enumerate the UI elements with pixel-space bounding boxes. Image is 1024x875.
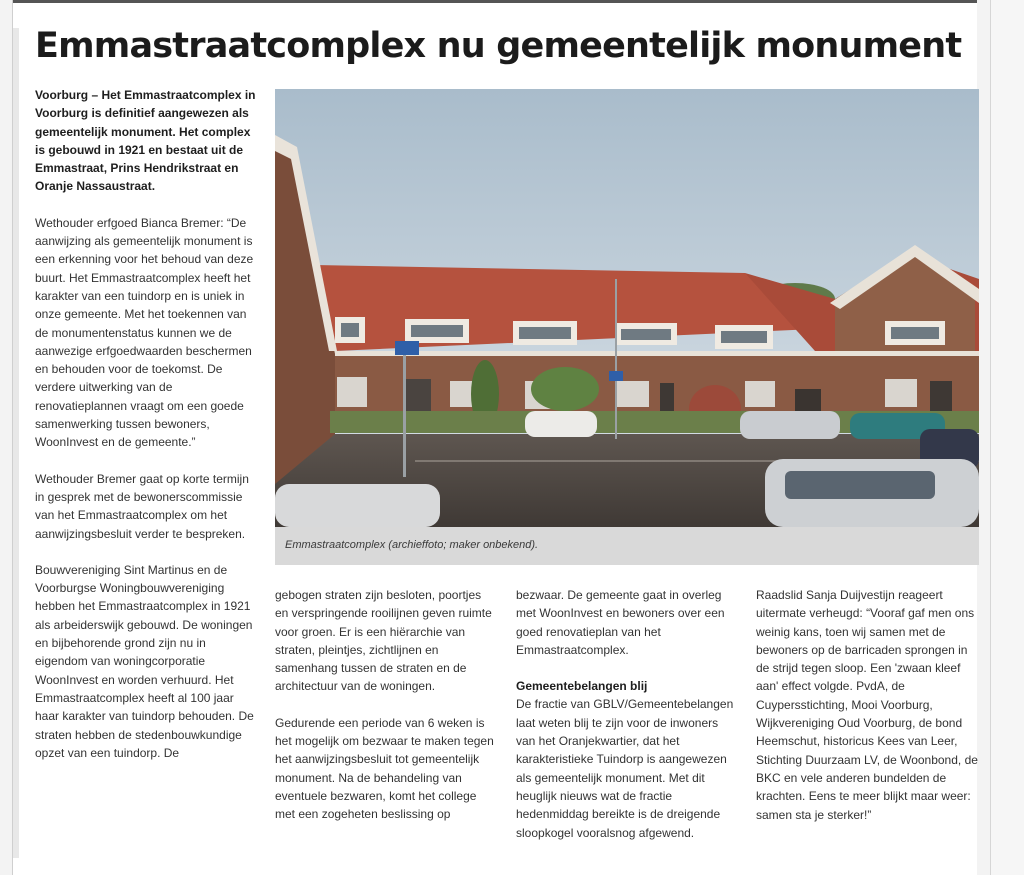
photo-illustration <box>275 89 979 527</box>
column-4 <box>756 586 978 824</box>
top-rule <box>13 0 977 3</box>
column-3 <box>516 586 738 842</box>
paragraph: bezwaar. De gemeente gaat in overleg met WoonInvest en bewoners over een goed renovatieplan van het Emmastraatcomplex. <box>516 588 725 657</box>
paragraph: Wethouder Bremer gaat op korte termijn in gesprek met de bewonerscommissie van het Emmastraatcomplex om het aanwijzingsbesluit verder te bespreken. <box>35 471 249 541</box>
street-photo <box>275 89 979 527</box>
next-page-edge <box>990 0 1024 875</box>
article-photo-block <box>275 89 979 565</box>
column-2 <box>275 586 497 824</box>
paragraph: Raadslid Sanja Duijvestijn reageert uitermate verheugd: “Vooraf gaf men ons weinig kans, toen wij samen met de bewoners op de barricaden sprongen in de strijd tegen sloop. Een 'zwaan kleef aan' effect volgde. PvdA, de Cuypersstichting, Mooi Voorburg, Wijkvereniging Oud Voorburg, de bond Heemschut, historicus Kees van Leer, Stichting Duurzaam LV, de Woonbond, de BKC en vele anderen bundelden de krachten. Eens te meer blijkt maar weer: samen sta je sterker!” <box>756 588 978 822</box>
paragraph: Wethouder erfgoed Bianca Bremer: “De aanwijzing als gemeentelijk monument is een erkenning voor het behoud van deze buurt. Het Emmastraatcomplex heeft het karakter van een tuindorp en is uniek in onze gemeente. Met het toekennen van de monumentenstatus kunnen we de aanwezige erfgoedwaarden beschermen en behouden voor de toekomst. De verdere uitwerking van de renovatieplannen vraagt om een goede samenwerking tussen bewoners, WoonInvest en de gemeente.” <box>35 215 254 450</box>
paragraph: Bouwvereniging Sint Martinus en de Voorburgse Woningbouwvereniging hebben het Emmastraatcomplex in 1921 als arbeiderswijk gebouwd. De woningen en bijbehorende grond zijn nu in eigendom van woningcorporatie WoonInvest en worden verhuurd. Het Emmastraatcomplex heeft al 100 jaar haar karakter van tuindorp behouden. De straten hebben de stedenbouwkundige opzet van een tuindorp. De <box>35 562 254 760</box>
article-lead: Voorburg – Het Emmastraatcomplex in Voorburg is definitief aangewezen als gemeentelijk monument. Het complex is gebouwd in 1921 en bestaat uit de Emmastraat, Prins Hendrikstraat en Oranje Nassaustraat. <box>35 88 256 194</box>
page-fold-edge <box>13 28 19 858</box>
subheading: Gemeentebelangen blij <box>516 679 648 694</box>
newspaper-page <box>12 0 977 875</box>
article-headline: Emmastraatcomplex nu gemeentelijk monument <box>35 26 962 66</box>
paragraph: gebogen straten zijn besloten, poortjes en verspringende rooilijnen geven ruimte voor groen. Er is een hiërarchie van straten, pleintjes, zichtlijnen en samenhang tussen de straten en de architectuur van de woningen. <box>275 588 492 694</box>
paragraph: De fractie van GBLV/Gemeentebelangen laat weten blij te zijn voor de inwoners van het Oranjekwartier, dat het karakteristieke Tuindorp is aangewezen als gemeentelijk monument. Met dit heuglijk nieuws wat de fractie hedenmiddag bereikte is de dreigende sloopkogel vooralsnog afgewend. <box>516 697 734 840</box>
photo-caption-bar <box>275 527 979 565</box>
column-1 <box>35 86 257 762</box>
paragraph: Gedurende een periode van 6 weken is het mogelijk om bezwaar te maken tegen het aanwijzingsbesluit tot gemeentelijk monument. Na de behandeling van eventuele bezwaren, komt het college met een zogeheten beslissing op <box>275 715 494 822</box>
photo-caption: Emmastraatcomplex (archieffoto; maker onbekend). <box>285 539 539 551</box>
